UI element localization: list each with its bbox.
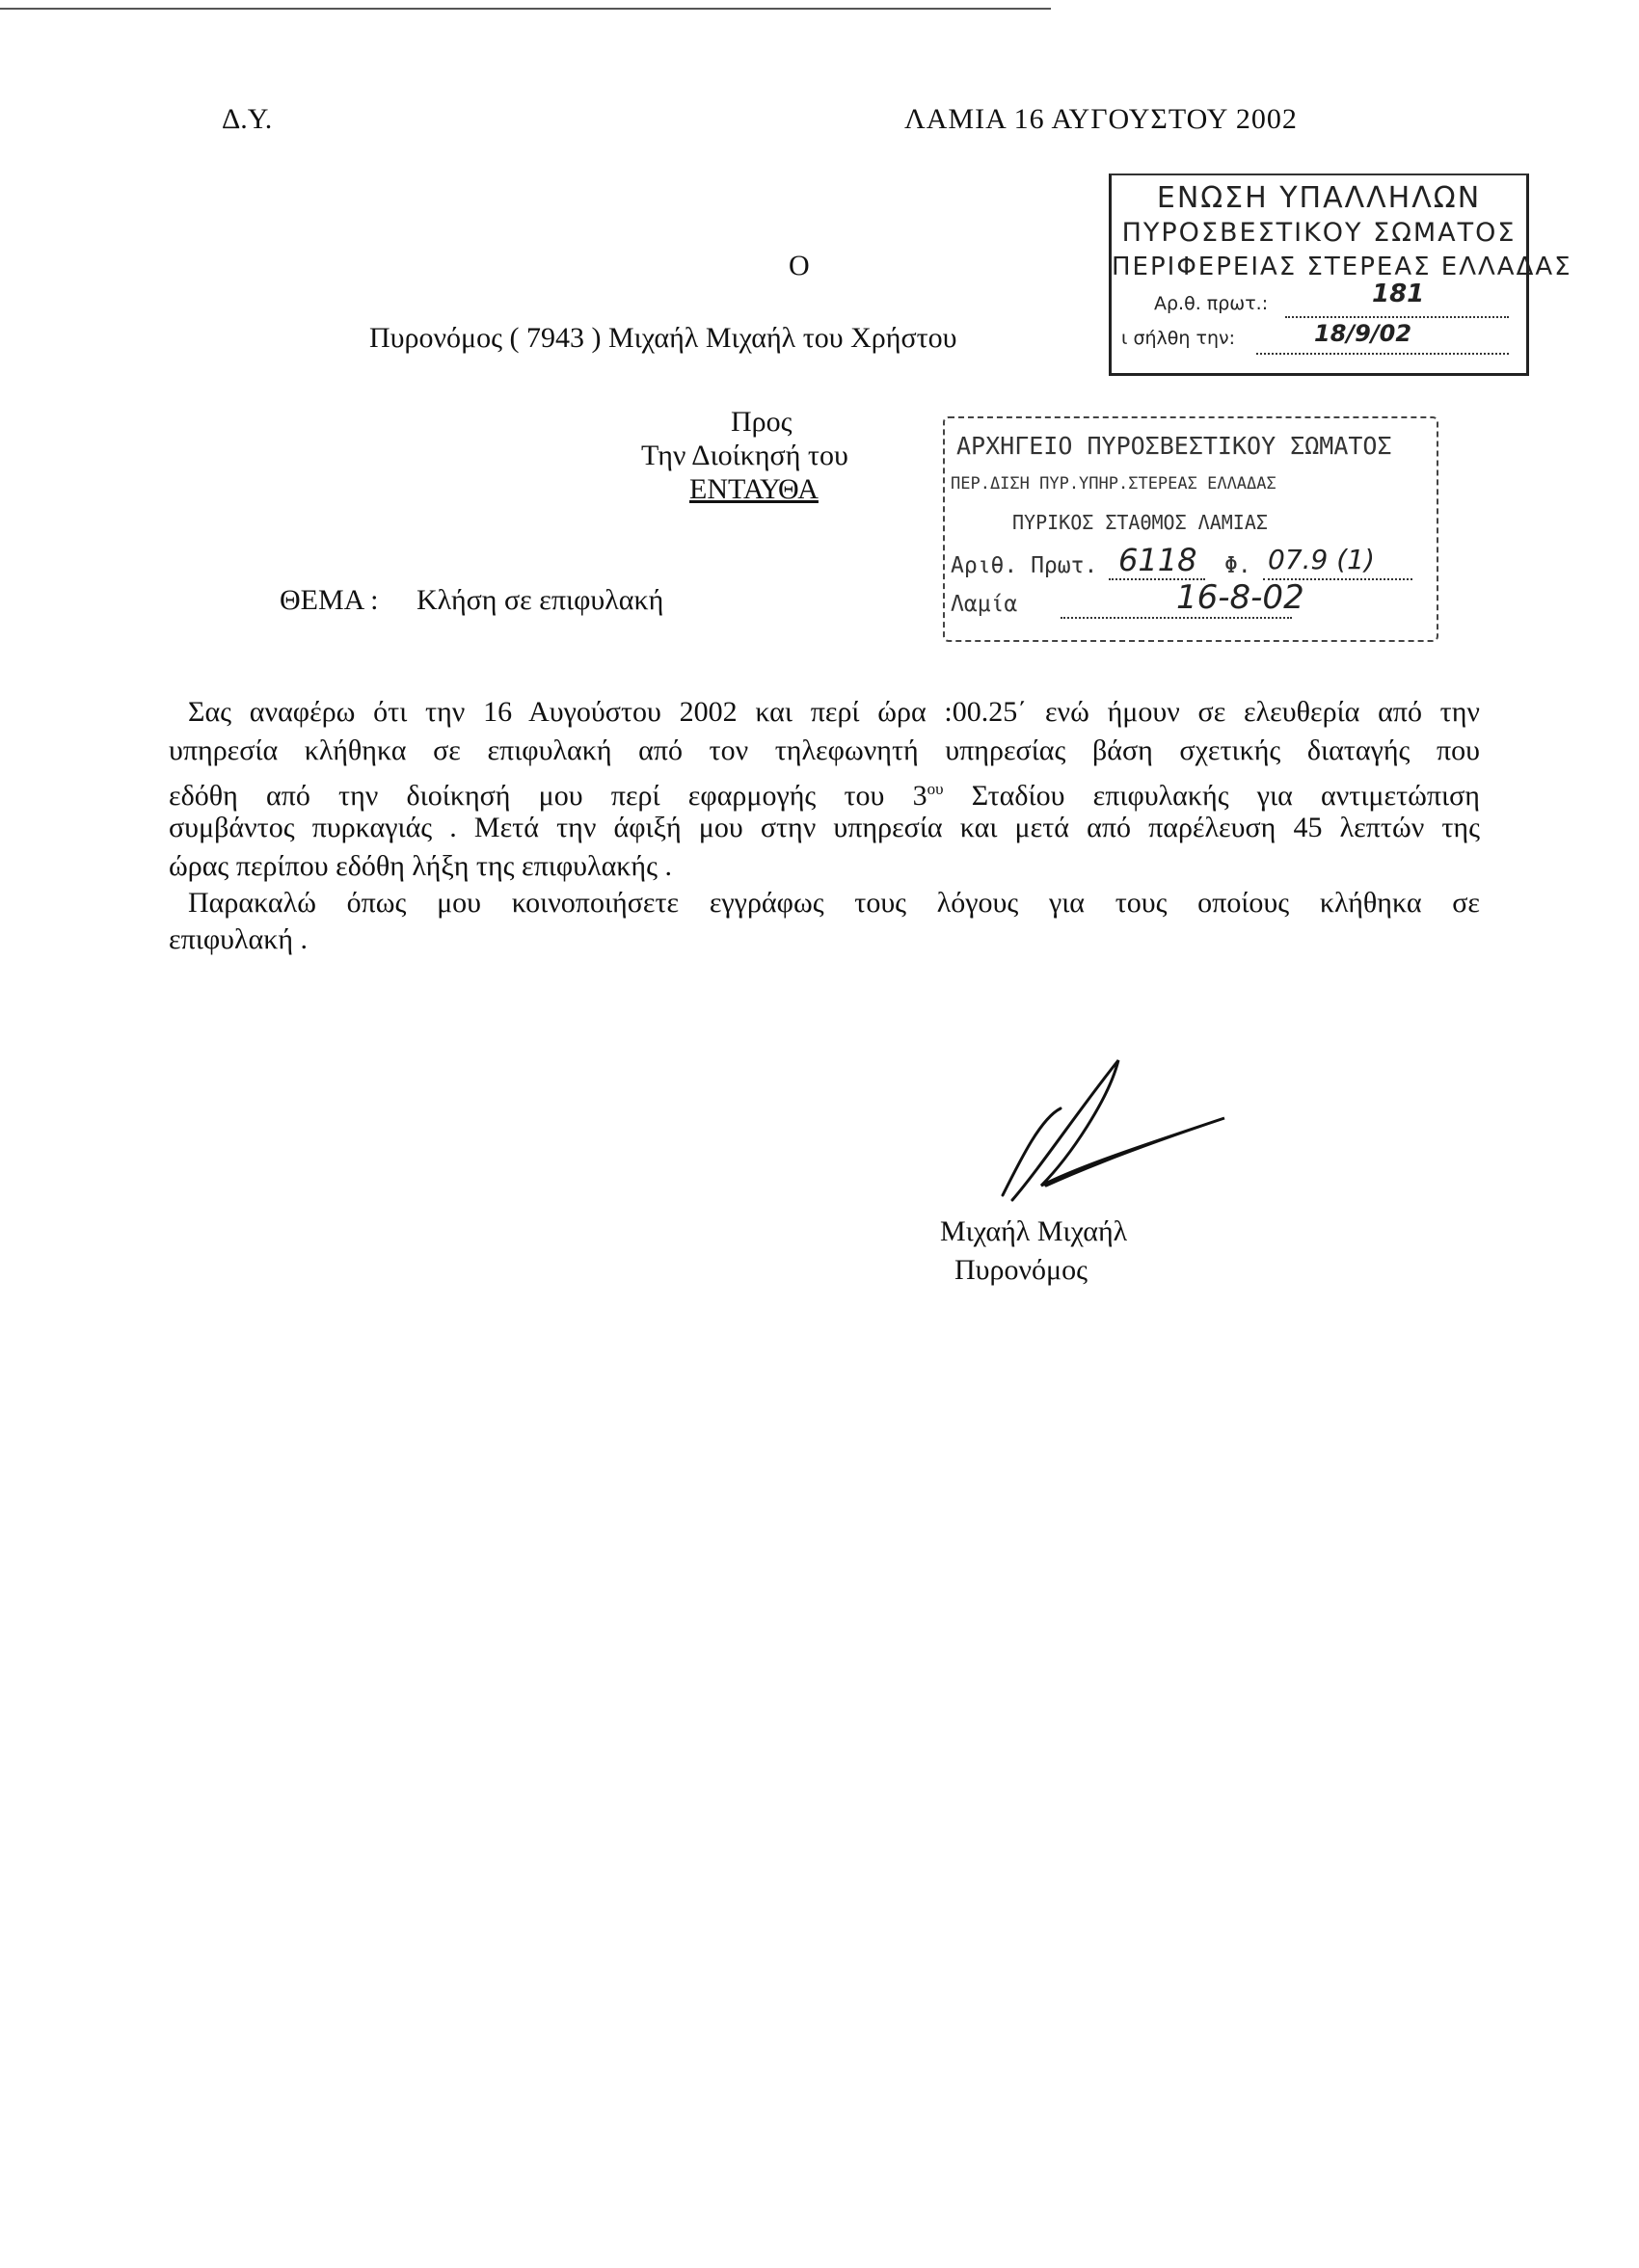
union-stamp-protocol-label: Αρ.θ. πρωτ.: xyxy=(1154,293,1269,314)
scan-top-edge xyxy=(0,8,1051,10)
union-registration-stamp xyxy=(1109,173,1572,376)
place-date: ΛΑΜΙΑ 16 ΑΥΓΟΥΣΤΟΥ 2002 xyxy=(904,103,1298,135)
hq-stamp-file-label: Φ. xyxy=(1224,553,1251,578)
signature-name: Μιχαήλ Μιχαήλ xyxy=(940,1215,1128,1247)
union-stamp-line2: ΠΥΡΟΣΒΕΣΤΙΚΟΥ ΣΩΜΑΤΟΣ xyxy=(1121,218,1517,248)
sender-code: Δ.Υ. xyxy=(222,103,273,135)
hq-stamp-line2: ΠΕΡ.ΔΙΣΗ ΠΥΡ.ΥΠΗΡ.ΣΤΕΡΕΑΣ ΕΛΛΑΔΑΣ xyxy=(951,474,1276,494)
body-line-2: υπηρεσία κλήθηκα σε επιφυλακή από τον τηλεφωνητή υπηρεσίας βάση σχετικής διαταγής που xyxy=(169,734,1480,766)
hq-stamp-date-value: 16-8-02 xyxy=(1176,578,1304,617)
body-line-1: Σας αναφέρω ότι την 16 Αυγούστου 2002 και περί ώρα :00.25΄ ενώ ήμουν σε ελευθερία από την xyxy=(188,696,1480,728)
subject-text: Κλήση σε επιφυλακή xyxy=(416,584,664,616)
hq-stamp-line1: ΑΡΧΗΓΕΙΟ ΠΥΡΟΣΒΕΣΤΙΚΟΥ ΣΩΜΑΤΟΣ xyxy=(956,432,1392,460)
sender-name-line: Πυρονόμος ( 7943 ) Μιχαήλ Μιχαήλ του Χρήστου xyxy=(369,322,957,354)
sender-article: Ο xyxy=(789,250,810,281)
union-stamp-line1: ΕΝΩΣΗ ΥΠΑΛΛΗΛΩΝ xyxy=(1156,181,1482,215)
recipient-authority: Την Διοίκησή του xyxy=(641,440,848,471)
hq-registration-stamp xyxy=(943,416,1438,642)
union-stamp-protocol-value: 181 xyxy=(1372,280,1425,308)
body-line-3-superscript: ου xyxy=(927,780,944,798)
union-stamp-date-value: 18/9/02 xyxy=(1314,320,1412,347)
recipient-location: ΕΝΤΑΥΘΑ xyxy=(689,473,819,505)
signature-rank: Πυρονόμος xyxy=(954,1254,1088,1286)
union-stamp-protocol-line xyxy=(1285,316,1509,318)
subject-label: ΘΕΜΑ : xyxy=(280,584,379,616)
hq-stamp-line3: ΠΥΡΙΚΟΣ ΣΤΑΘΜΟΣ ΛΑΜΙΑΣ xyxy=(1012,511,1268,534)
hq-stamp-protocol-label: Αριθ. Πρωτ. xyxy=(951,553,1098,578)
hq-stamp-date-line xyxy=(1061,617,1292,619)
hq-stamp-file-value: 07.9 (1) xyxy=(1268,544,1375,575)
body-line-3 xyxy=(169,771,1480,814)
union-stamp-date-label: ι σήλθη την: xyxy=(1121,328,1235,349)
body-line-5: ώρας περίπου εδόθη λήξη της επιφυλακής . xyxy=(169,850,672,882)
hq-stamp-date-label: Λαμία xyxy=(951,592,1018,617)
body-line-7: επιφυλακή . xyxy=(169,923,309,955)
hq-stamp-protocol-value: 6118 xyxy=(1118,542,1197,578)
body-line-3-before: εδόθη από την διοίκησή μου περί εφαρμογής του 3 xyxy=(169,780,927,812)
body-line-3-after: Σταδίου επιφυλακής για αντιμετώπιση xyxy=(943,780,1480,812)
signature-scribble xyxy=(974,1041,1244,1214)
body-line-6: Παρακαλώ όπως μου κοινοποιήσετε εγγράφως τους λόγους για τους οποίους κλήθηκα σε xyxy=(188,887,1480,919)
body-line-4: συμβάντος πυρκαγιάς . Μετά την άφιξή μου στην υπηρεσία και μετά από παρέλευση 45 λεπτών της xyxy=(169,812,1480,843)
union-stamp-line3: ΠΕΡΙΦΕΡΕΙΑΣ ΣΤΕΡΕΑΣ ΕΛΛΑΔΑΣ xyxy=(1112,253,1572,281)
recipient-to: Προς xyxy=(731,406,793,438)
union-stamp-date-line xyxy=(1256,353,1509,355)
